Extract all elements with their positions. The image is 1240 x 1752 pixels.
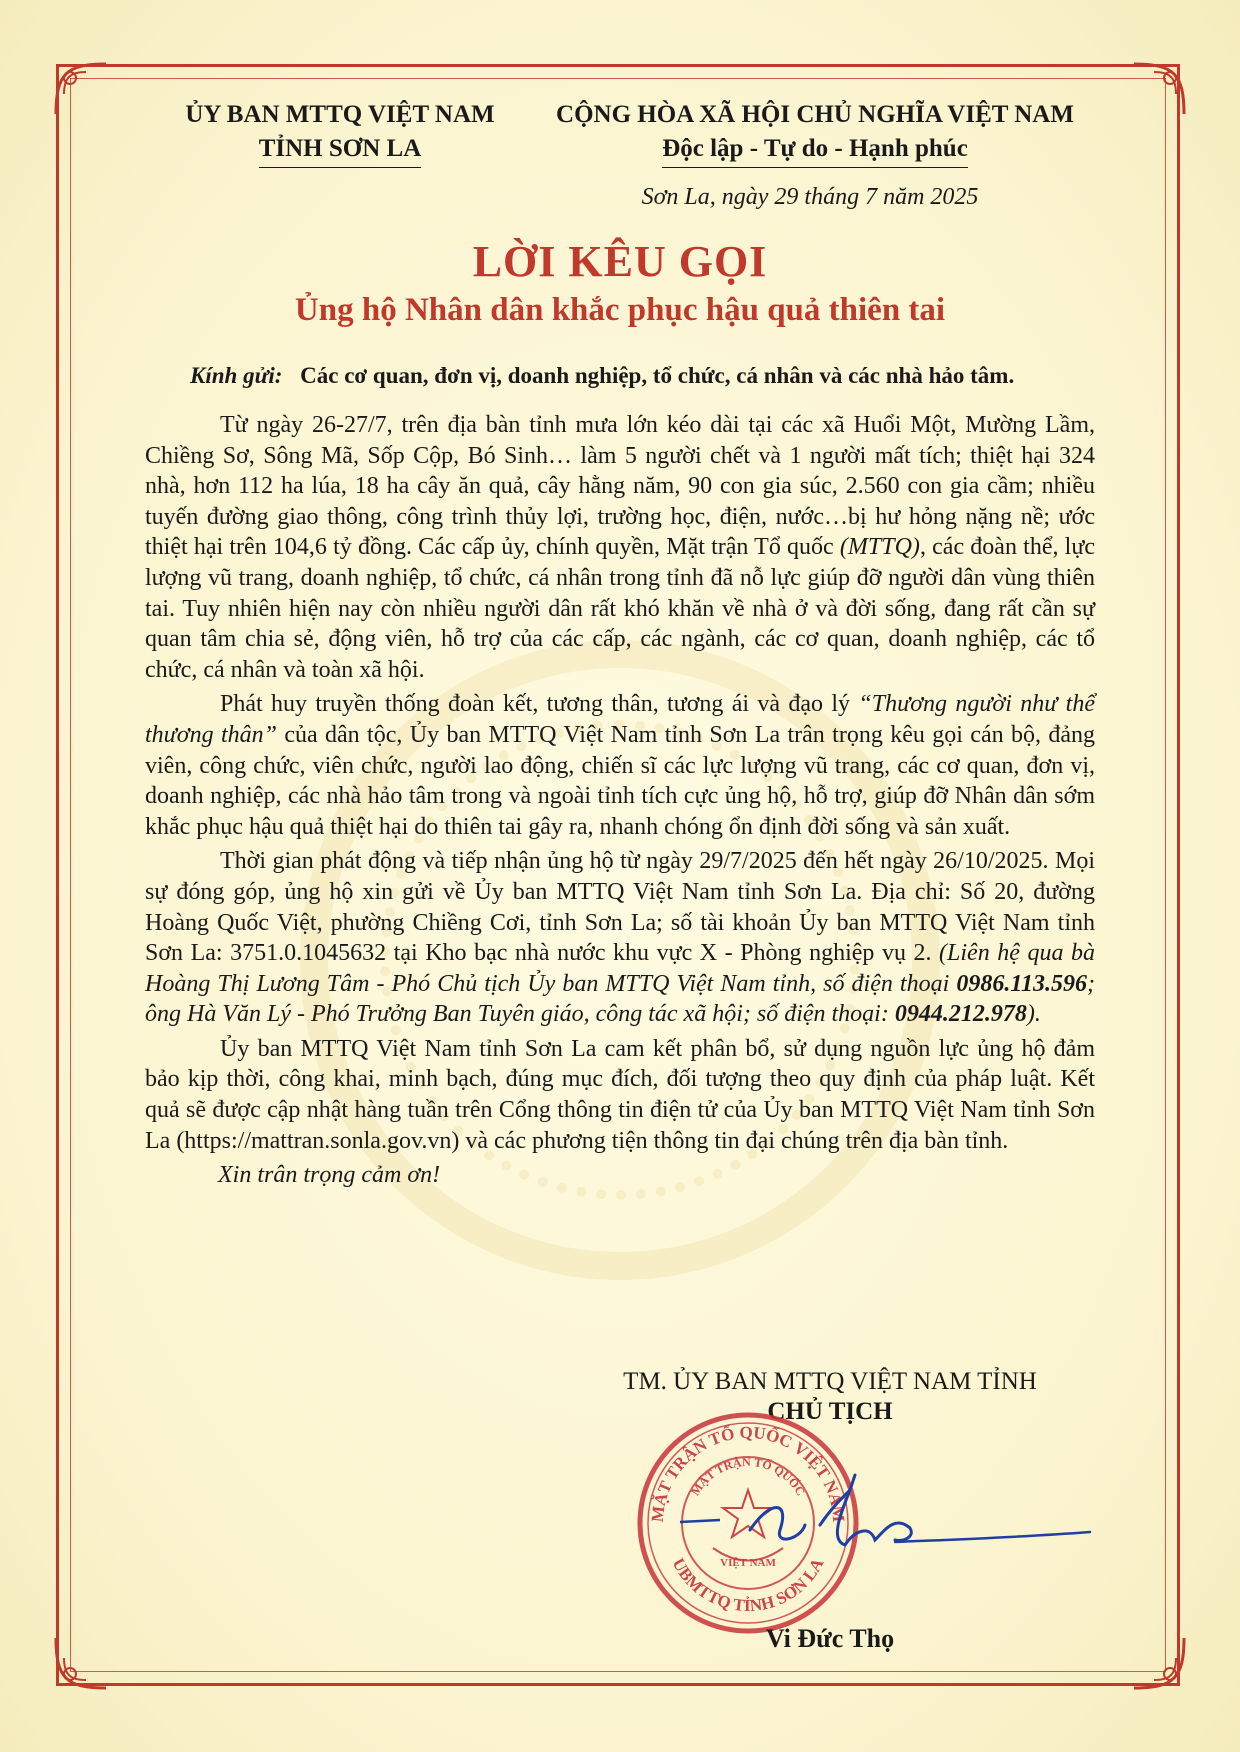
paragraph-1-rest: , các đoàn thể, lực lượng vũ trang, doanh nghiệp, tổ chức, cá nhân trong tỉnh đã nỗ lực giúp đỡ người dân vùng thiên tai. Tuy nhiên hiện nay còn nhiều người dân rất khó khăn về nhà ở và đời sống, đang rất cần sự quan tâm chia sẻ, động viên, hỗ trợ của các cấp, các ngành, các cơ quan, doanh nghiệp, các tổ chức, cá nhân và toàn xã hội. xyxy=(145,534,1096,683)
nation-line-1: CỘNG HÒA XÃ HỘI CHỦ NGHĨA VIỆT NAM xyxy=(556,101,1074,128)
body-text xyxy=(145,410,1095,1195)
seal-center-text: VIỆT NAM xyxy=(720,1557,776,1569)
document-title: LỜI KÊU GỌI xyxy=(472,237,768,286)
recipients-text: Các cơ quan, đơn vị, doanh nghiệp, tổ chức, cá nhân và các nhà hảo tâm. xyxy=(300,363,1015,388)
seal-inner-text: MẶT TRẬN TỔ QUỐC xyxy=(688,1454,808,1499)
phone-number-2: 0944.212.978 xyxy=(894,1001,1027,1028)
closing-thanks: Xin trân trọng cảm ơn! xyxy=(218,1162,441,1189)
handwritten-signature xyxy=(680,1470,1100,1580)
signature-role: CHỦ TỊCH xyxy=(767,1398,893,1425)
recipients xyxy=(190,363,1090,389)
paragraph-3-contact-a: (Liên hệ qua bà Hoàng Thị Lương Tâm - Phó Chủ tịch Ủy ban MTTQ Việt Nam tỉnh, số điện thoại xyxy=(145,940,1095,997)
seal-bottom-text: UBMTTQ TỈNH SƠN LA xyxy=(668,1555,828,1616)
corner-ornament-bottom-left xyxy=(46,1628,116,1698)
paragraph-2-rest: của dân tộc, Ủy ban MTTQ Việt Nam tỉnh Sơn La trân trọng kêu gọi cán bộ, đảng viên, công chức, viên chức, người lao động, chiến sĩ các lực lượng vũ trang, các cơ quan, đơn vị, doanh nghiệp, các nhà hảo tâm trong và ngoài tỉnh tích cực ủng hộ, hỗ trợ, giúp đỡ Nhân dân sớm khắc phục hậu quả thiệt hại do thiên tai gây ra, nhanh chóng ổn định đời sống và sản xuất. xyxy=(145,721,1095,840)
corner-ornament-bottom-right xyxy=(1124,1628,1194,1698)
paragraph-2-text: Phát huy truyền thống đoàn kết, tương thân, tương ái và đạo lý xyxy=(220,691,859,718)
paragraph-1-text: Từ ngày 26-27/7, trên địa bàn tỉnh mưa lớn kéo dài tại các xã Huổi Một, Mường Lầm, Chiềng Sơ, Sông Mã, Sốp Cộp, Bó Sinh… làm 5 người chết và 1 người mất tích; thiệt hại 324 nhà, hơn 112 ha lúa, 18 ha cây ăn quả, cây hằng năm, 90 con gia súc, 2.560 con gia cầm; nhiều tuyến đường giao thông, công trình thủy lợi, trường học, điện, nước…bị hư hỏng nặng nề; ước thiệt hại trên 104,6 tỷ đồng. Các cấp ủy, chính quyền, Mặt trận Tổ quốc xyxy=(145,412,1095,561)
paragraph-1 xyxy=(145,410,1095,685)
signer-name: Vi Đức Thọ xyxy=(765,1624,895,1653)
recipients-label: Kính gửi: xyxy=(190,363,283,388)
paragraph-3-text: Thời gian phát động và tiếp nhận ủng hộ từ ngày 29/7/2025 đến hết ngày 26/10/2025. Mọi sự đóng góp, ủng hộ xin gửi về Ủy ban MTTQ Việt Nam tỉnh Sơn La. Địa chỉ: Số 20, đường Hoàng Quốc Việt, phường Chiềng Cơi, tỉnh Sơn La; số tài khoản Ủy ban MTTQ Việt Nam tỉnh Sơn La: 3751.0.1045632 tại Kho bạc nhà nước khu vực X - Phòng nghiệp vụ 2. xyxy=(145,848,1095,967)
document-subtitle: Ủng hộ Nhân dân khắc phục hậu quả thiên tai xyxy=(294,292,946,328)
paragraph-2 xyxy=(145,689,1095,842)
paragraph-1-abbreviation: (MTTQ) xyxy=(839,534,920,561)
issuing-organization xyxy=(160,98,520,168)
seal-outer-text: MẶT TRẬN TỔ QUỐC VIỆT NAM xyxy=(647,1422,849,1523)
org-line-2: TỈNH SƠN LA xyxy=(259,132,422,168)
date-line: Sơn La, ngày 29 tháng 7 năm 2025 xyxy=(641,184,979,210)
national-motto xyxy=(530,98,1100,168)
paragraph-4: Ủy ban MTTQ Việt Nam tỉnh Sơn La cam kết phân bổ, sử dụng nguồn lực ủng hộ đảm bảo kịp thời, công khai, minh bạch, đúng mục đích, đối tượng theo quy định của pháp luật. Kết quả sẽ được cập nhật hàng tuần trên Cổng thông tin điện tử của Ủy ban MTTQ Việt Nam tỉnh Sơn La (https://mattran.sonla.gov.vn) và các phương tiện thông tin đại chúng trên địa bàn tỉnh. xyxy=(145,1035,1095,1154)
paragraph-3-contact-c: ). xyxy=(1026,1001,1041,1028)
paragraph-3-contact-b: ; ông Hà Văn Lý - Phó Trưởng Ban Tuyên giáo, công tác xã hội; số điện thoại: xyxy=(145,970,1095,1028)
corner-ornament-top-left xyxy=(46,54,116,124)
paragraph-2-quote: “Thương người như thể thương thân” xyxy=(145,691,1095,748)
signature-on-behalf: TM. ỦY BAN MTTQ VIỆT NAM TỈNH xyxy=(623,1368,1037,1395)
phone-number-1: 0986.113.596 xyxy=(956,970,1087,997)
org-line-1: ỦY BAN MTTQ VIỆT NAM xyxy=(185,101,495,128)
nation-line-2: Độc lập - Tự do - Hạnh phúc xyxy=(662,132,968,168)
corner-ornament-top-right xyxy=(1124,54,1194,124)
paragraph-3 xyxy=(145,846,1095,1030)
